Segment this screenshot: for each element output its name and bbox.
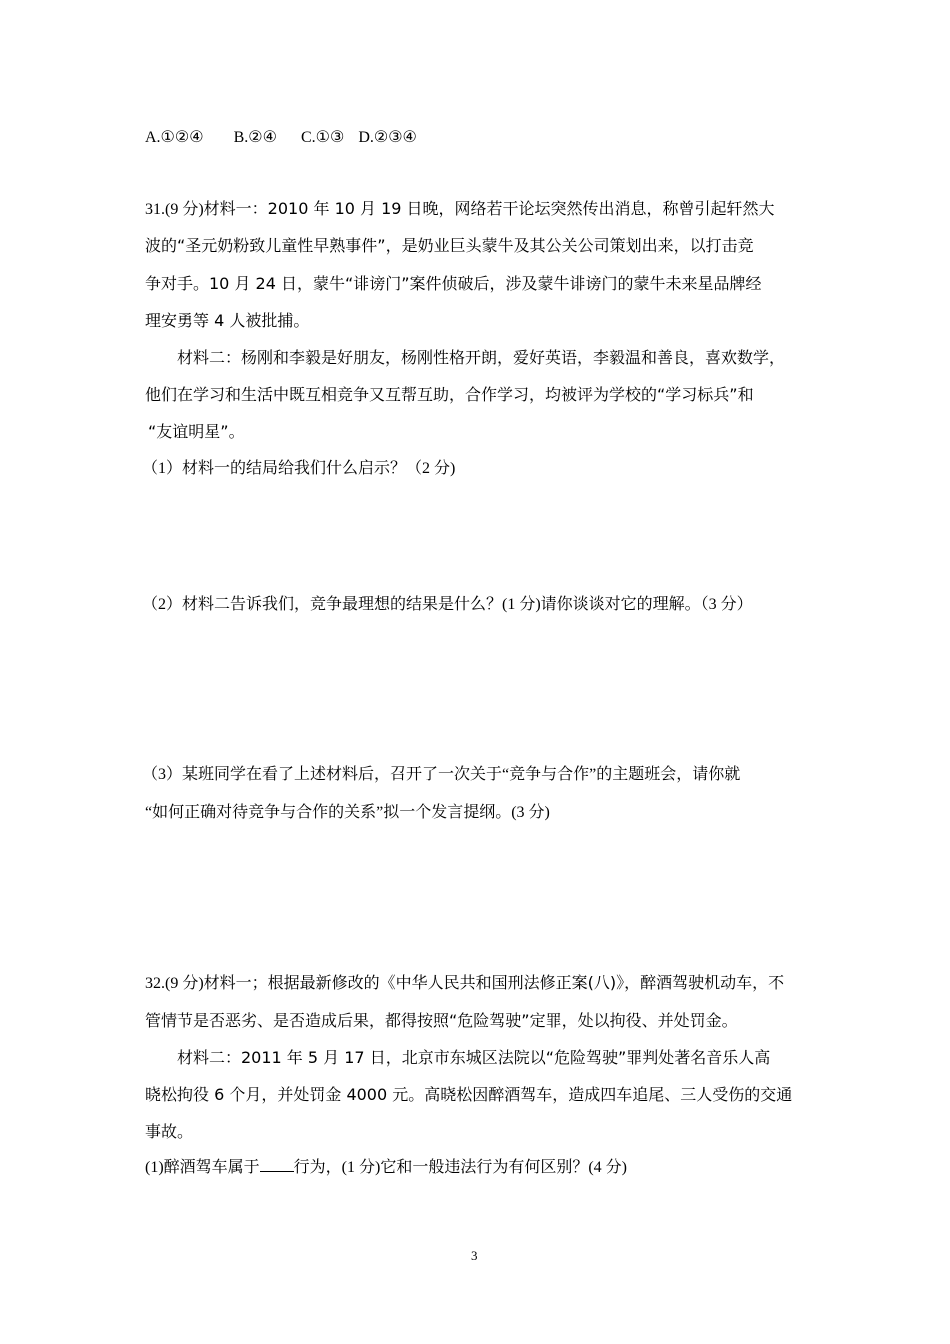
q31-m1-text-1: 材料一：2010 年 10 月 19 日晚，网络若干论坛突然传出消息，称曾引起轩然大 xyxy=(203,199,775,218)
q32-score: (9 分) xyxy=(165,975,204,992)
q32-material2-line1: 材料二：2011 年 5 月 17 日，北京市东城区法院以“危险驾驶”罪判处著名音乐人高 xyxy=(177,1048,771,1067)
q32-material2-line2: 晓松拘役 6 个月，并处罚金 4000 元。高晓松因醉酒驾车，造成四车追尾、三人受伤的交通 xyxy=(145,1085,793,1104)
q31-sub-question-3-line1: （3）某班同学在看了上述材料后，召开了一次关于“竞争与合作”的主题班会，请你就 xyxy=(142,766,741,783)
q32-sub-question-1 xyxy=(145,1154,627,1177)
option-b: B.②④ xyxy=(233,129,277,146)
q31-material2-line2: 他们在学习和生活中既互相竞争又互帮互助，合作学习，均被评为学校的“学习标兵”和 xyxy=(145,385,754,404)
q31-material1-line3: 争对手。10 月 24 日，蒙牛“诽谤门”案件侦破后，涉及蒙牛诽谤门的蒙牛未来星品牌经 xyxy=(145,274,762,293)
q32-material2-line3: 事故。 xyxy=(145,1122,194,1141)
q31-material1-line1 xyxy=(145,196,775,219)
q31-material2-line1: 材料二：杨刚和李毅是好朋友，杨刚性格开朗，爱好英语，李毅温和善良，喜欢数学， xyxy=(177,348,786,367)
q31-sub-question-3-line2: “如何正确对待竞争与合作的关系”拟一个发言提纲。(3 分) xyxy=(145,804,550,821)
q32-m1-text-1: 材料一；根据最新修改的《中华人民共和国刑法修正案(八)》，醉酒驾驶机动车，不 xyxy=(203,973,785,992)
q32-sub1-suffix: 行为，(1 分)它和一般违法行为有何区别？(4 分) xyxy=(293,1159,627,1176)
q30-options xyxy=(145,127,417,147)
option-a: A.①②④ xyxy=(145,129,204,146)
q32-material1-line1 xyxy=(145,970,784,993)
page-number: 3 xyxy=(471,1248,478,1263)
option-c: C.①③ xyxy=(300,129,345,146)
q31-score: (9 分) xyxy=(165,201,204,218)
option-d: D.②③④ xyxy=(358,129,417,146)
q31-material1-line2: 波的“圣元奶粉致儿童性早熟事件”，是奶业巨头蒙牛及其公关公司策划出来，以打击竞 xyxy=(145,236,754,255)
q31-material1-line4: 理安勇等 4 人被批捕。 xyxy=(145,311,310,330)
answer-blank xyxy=(260,1157,294,1172)
q32-number: 32. xyxy=(145,975,165,992)
q32-sub1-prefix: (1)醉酒驾车属于 xyxy=(145,1159,260,1176)
q31-number: 31. xyxy=(145,201,165,218)
q31-material2-line3: “友谊明星”。 xyxy=(148,422,245,441)
q31-sub-question-1: （1）材料一的结局给我们什么启示？（2 分) xyxy=(142,460,456,477)
q32-material1-line2: 管情节是否恶劣、是否造成后果，都得按照“危险驾驶”定罪，处以拘役、并处罚金。 xyxy=(145,1011,738,1030)
q31-sub-question-2: （2）材料二告诉我们，竞争最理想的结果是什么？(1 分)请你谈谈对它的理解。（3 分） xyxy=(142,596,753,613)
